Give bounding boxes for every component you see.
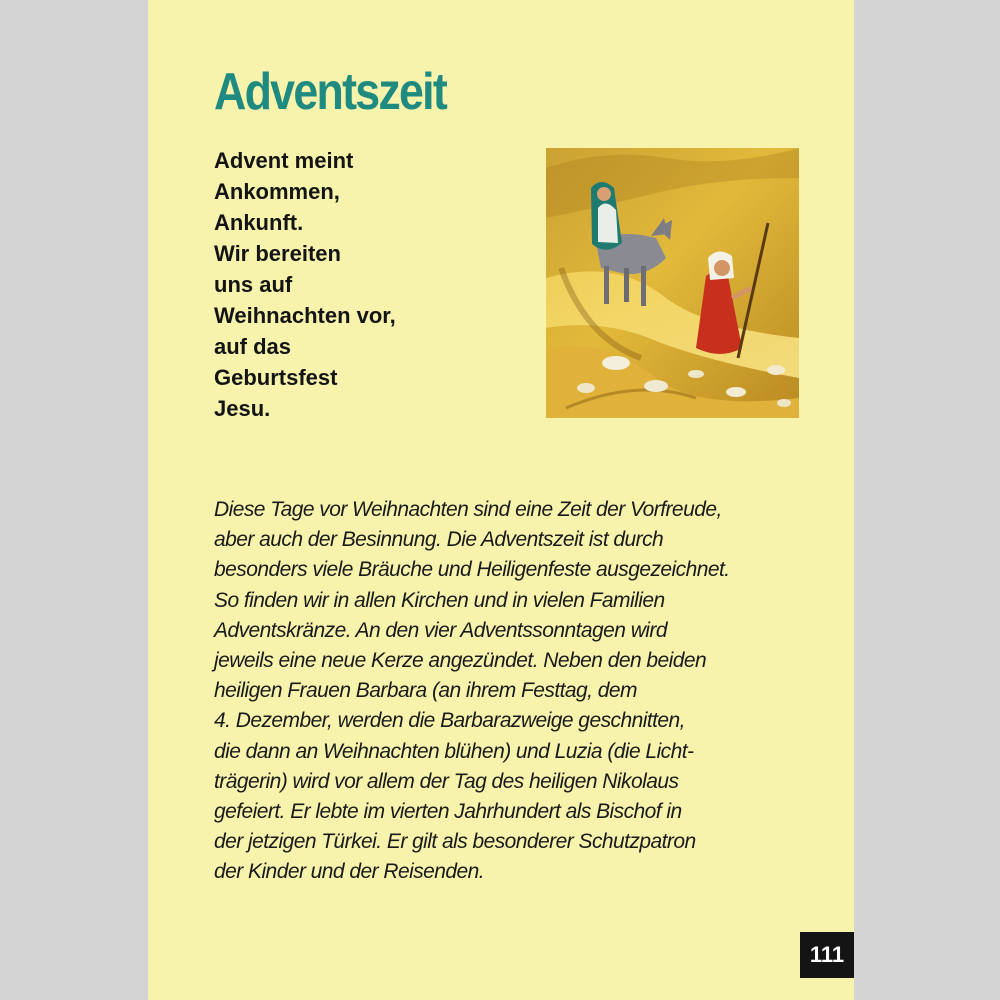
body-line: trägerin) wird vor allem der Tag des heiligen Nikolaus <box>214 769 679 793</box>
body-line: Adventskränze. An den vier Adventssonntagen wird <box>214 618 667 642</box>
intro-text <box>214 145 504 424</box>
intro-line: Geburtsfest <box>214 365 338 390</box>
intro-line: Weihnachten vor, <box>214 303 396 328</box>
page-number: 111 <box>800 932 854 978</box>
body-line: 4. Dezember, werden die Barbarazweige geschnitten, <box>214 709 685 733</box>
body-line: gefeiert. Er lebte im vierten Jahrhundert als Bischof in <box>214 800 682 824</box>
intro-line: Advent meint <box>214 148 354 173</box>
intro-line: Ankunft. <box>214 210 304 235</box>
body-text <box>214 495 824 888</box>
body-line: So finden wir in allen Kirchen und in vielen Familien <box>214 588 665 612</box>
body-line: die dann an Weihnachten blühen) und Luzia (die Licht- <box>214 739 694 763</box>
intro-line: auf das <box>214 334 292 359</box>
body-line: aber auch der Besinnung. Die Adventszeit ist durch <box>214 528 664 552</box>
intro-line: Wir bereiten <box>214 241 341 266</box>
body-line: jeweils eine neue Kerze angezündet. Neben den beiden <box>214 649 707 673</box>
intro-line: Ankommen, <box>214 179 340 204</box>
body-line: Diese Tage vor Weihnachten sind eine Zeit der Vorfreude, <box>214 498 722 521</box>
illustration-mary-joseph-donkey <box>546 148 799 418</box>
page-title: Adventszeit <box>214 63 447 121</box>
book-page <box>148 0 854 1000</box>
body-line: heiligen Frauen Barbara (an ihrem Festtag, dem <box>214 679 637 703</box>
body-line: der Kinder und der Reisenden. <box>214 860 485 884</box>
intro-line: Jesu. <box>214 396 271 421</box>
body-line: besonders viele Bräuche und Heiligenfeste ausgezeichnet. <box>214 558 730 582</box>
body-line: der jetzigen Türkei. Er gilt als besonderer Schutzpatron <box>214 830 696 854</box>
intro-line: uns auf <box>214 272 293 297</box>
